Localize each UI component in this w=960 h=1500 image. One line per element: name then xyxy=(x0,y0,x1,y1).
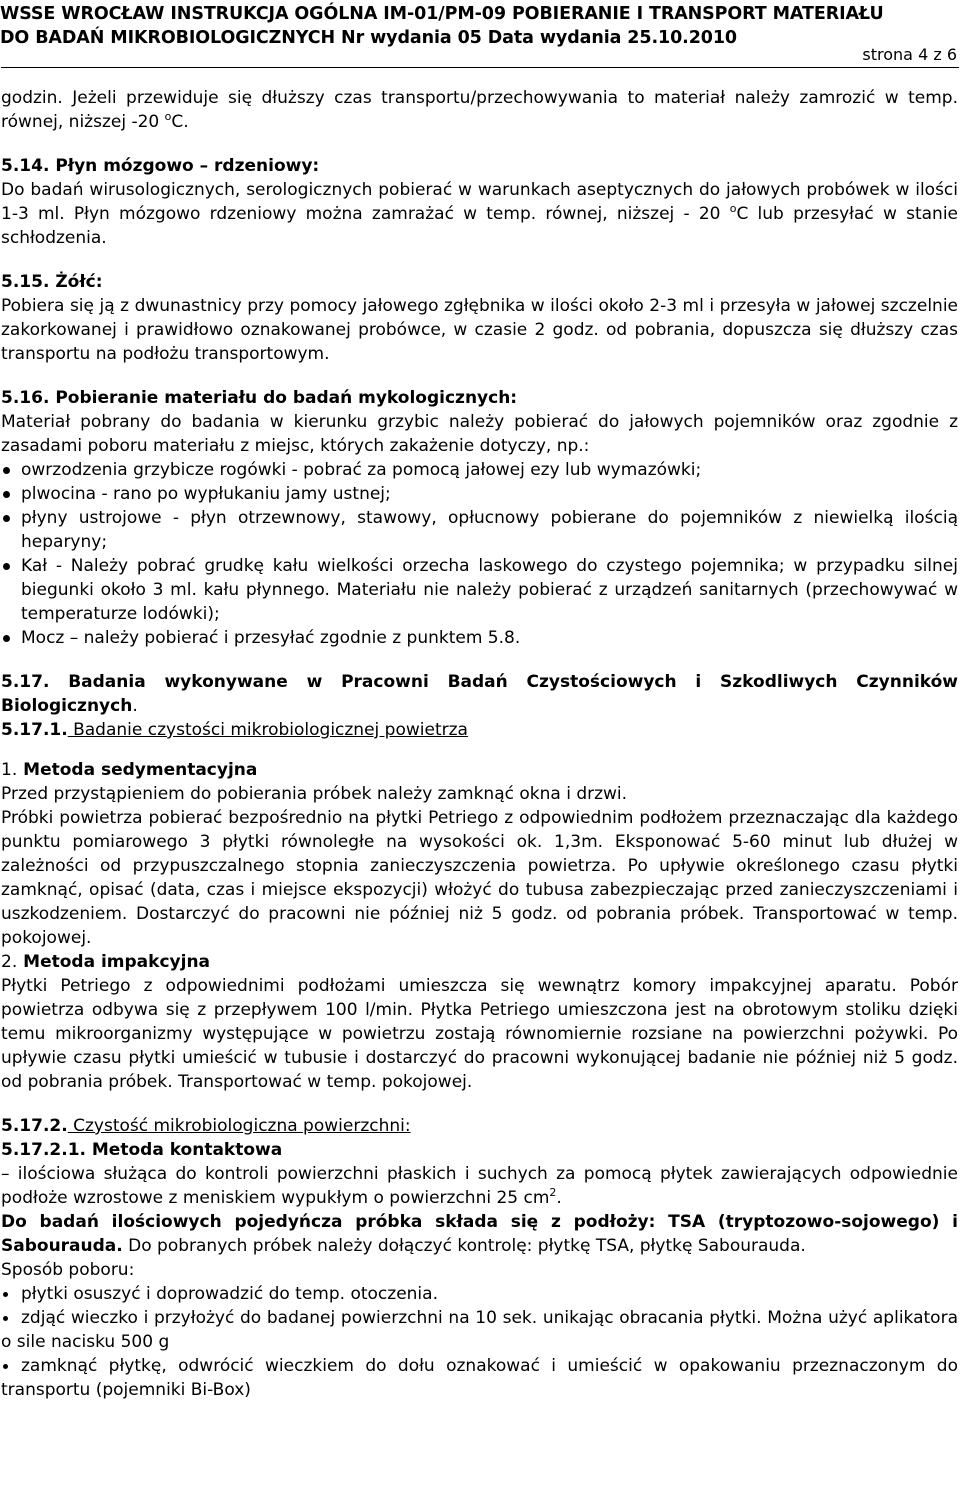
list-item: płytki osuszyć i doprowadzić do temp. otoczenia. xyxy=(1,1282,958,1306)
section-number: 5.17.1. xyxy=(1,720,68,740)
text: – ilościowa służąca do kontroli powierzchni płaskich i suchych za pomocą płytek zawierających odpowiednie podłoże wzrostowe z meniskiem wypukłym o powierzchni 25 cm xyxy=(1,1164,958,1208)
section-5-14-text xyxy=(1,178,958,250)
sampling-method-label: Sposób poboru: xyxy=(1,1260,135,1280)
spacer xyxy=(1,742,958,758)
section-5-16-intro: Materiał pobrany do badania w kierunku grzybic należy pobierać do jałowych pojemników oraz zgodnie z zasadami poboru materiału z miejsc, których zakażenie dotyczy, np.: xyxy=(1,412,958,456)
header-line-1: WSSE WROCŁAW INSTRUKCJA OGÓLNA IM-01/PM-09 POBIERANIE I TRANSPORT MATERIAŁU xyxy=(0,4,884,24)
spacer xyxy=(1,134,958,154)
list-item: zdjąć wieczko i przyłożyć do badanej powierzchni na 10 sek. unikając obracania płytki. Można użyć aplikatora o sile nacisku 500 g xyxy=(1,1308,958,1352)
text: godzin. Jeżeli przewiduje się dłuższy czas transportu/przechowywania to materiał należy zamrozić w temp. równej, niższej -20 xyxy=(1,88,958,132)
method-title: Metoda sedymentacyjna xyxy=(17,760,258,780)
contact-method-text xyxy=(1,1162,958,1210)
degree-sign: o xyxy=(729,202,737,215)
heading-text: 5.17. Badania wykonywane w Pracowni Badań Czystościowych i Szkodliwych Czynników Biologicznych xyxy=(1,672,958,716)
header-divider xyxy=(1,67,959,68)
sampling-steps-list xyxy=(1,1282,958,1402)
text: Do badań wirusologicznych, serologicznych pobierać w warunkach aseptycznych do jałowych probówek w ilości 1-3 ml. Płyn mózgowo rdzeniowy można zamrażać w temp. równej, niższej - 20 xyxy=(1,180,958,224)
text: . xyxy=(556,1188,562,1208)
section-5-15-text: Pobiera się ją z dwunastnicy przy pomocy jałowego zgłębnika w ilości około 2-3 ml i przesyła w jałowej szczelnie zakorkowanej i prawidłowo oznakowanej probówce, w czasie 2 godz. od pobrania, dopuszcza się dłuższy czas transportu na podłożu transportowym. xyxy=(1,296,958,364)
header-line-2: DO BADAŃ MIKROBIOLOGICZNYCH Nr wydania 05 Data wydania 25.10.2010 xyxy=(0,28,738,48)
spacer xyxy=(1,366,958,386)
method-1-text: Próbki powietrza pobierać bezpośrednio na płytki Petriego z odpowiednim podłożem przeznaczając dla każdego punktu pomiarowego 3 płytki równoległe na wysokości ok. 1,3m. Eksponować 5-60 minut lub dłużej w zależności od przypuszczalnego stopnia zanieczyszczenia powietrza. Po upływie określonego czasu płytki zamknąć, opisać (data, czas i miejsce ekspozycji) włożyć do tubusa zabezpieczając przed zanieczyszczeniami i uszkodzeniem. Dostarczyć do pracowni nie później niż 5 godz. od pobrania próbek. Transportować w temp. pokojowej. xyxy=(1,808,958,948)
section-5-17-2-heading xyxy=(1,1114,958,1138)
method-title: Metoda impakcyjna xyxy=(17,952,211,972)
document-header xyxy=(0,2,960,64)
text: Do pobranych próbek należy dołączyć kontrolę: płytkę TSA, płytkę Sabourauda. xyxy=(122,1236,806,1256)
mycology-sample-list xyxy=(1,458,958,650)
sample-composition-text xyxy=(1,1210,958,1258)
bold-text: Do badań ilościowych pojedyńcza próbka składa się z podłoży: TSA (tryptozowo-sojowego) i Sabourauda. xyxy=(1,1212,958,1256)
method-number: 2. xyxy=(1,952,18,972)
list-item: płyny ustrojowe - płyn otrzewnowy, stawowy, opłucnowy pobierane do pojemników z niewielką ilością heparyny; xyxy=(1,506,958,554)
method-number: 1. xyxy=(1,760,18,780)
list-item: plwocina - rano po wypłukaniu jamy ustnej; xyxy=(1,482,958,506)
list-item: owrzodzenia grzybicze rogówki - pobrać za pomocą jałowej ezy lub wymazówki; xyxy=(1,458,958,482)
text: C. xyxy=(171,112,189,132)
page-number: strona 4 z 6 xyxy=(862,45,957,64)
section-5-14-heading: 5.14. Płyn mózgowo – rdzeniowy: xyxy=(1,156,320,176)
document-body xyxy=(1,86,958,1402)
method-1-heading xyxy=(1,758,958,782)
section-number: 5.17.2. xyxy=(1,1116,68,1136)
section-5-13-continuation xyxy=(1,86,958,134)
section-5-17-heading xyxy=(1,670,958,718)
section-5-16-heading: 5.16. Pobieranie materiału do badań mykologicznych: xyxy=(1,388,518,408)
section-5-17-2-1-heading: 5.17.2.1. Metoda kontaktowa xyxy=(1,1140,283,1160)
degree-sign: o xyxy=(164,110,172,123)
section-5-15-heading: 5.15. Żółć: xyxy=(1,272,103,292)
spacer xyxy=(1,1094,958,1114)
list-item: Kał - Należy pobrać grudkę kału wielkości orzecha laskowego do czystego pojemnika; w przypadku silnej biegunki około 3 ml. kału płynnego. Materiału nie należy pobierać z urządzeń sanitarnych (przechowywać w temperaturze lodówki); xyxy=(1,554,958,626)
text: . xyxy=(132,696,138,716)
list-item: Mocz – należy pobierać i przesyłać zgodnie z punktem 5.8. xyxy=(1,626,958,650)
text: C lub przesyłać w stanie schłodzenia. xyxy=(1,204,958,248)
spacer xyxy=(1,250,958,270)
spacer xyxy=(1,650,958,670)
list-item: zamknąć płytkę, odwrócić wieczkiem do dołu oznakować i umieścić w opakowaniu przeznaczonym do transportu (pojemniki Bi-Box) xyxy=(1,1356,958,1400)
method-2-heading xyxy=(1,950,958,974)
section-title: Badanie czystości mikrobiologicznej powietrza xyxy=(67,720,468,740)
section-5-17-1-heading xyxy=(1,718,958,742)
method-2-text: Płytki Petriego z odpowiednimi podłożami umieszcza się wewnątrz komory impakcyjnej aparatu. Pobór powietrza odbywa się z przepływem 100 l/min. Płytka Petriego umieszczona jest na obrotowym stoliku dzięki temu mikroorganizmy występujące w powietrzu zostają równomiernie rozsiane na powierzchni pożywki. Po upływie czasu płytki umieścić w tubusie i dostarczyć do pracowni wykonującej badanie nie później niż 5 godz. od pobrania próbek. Transportować w temp. pokojowej. xyxy=(1,976,958,1092)
superscript: 2 xyxy=(549,1186,557,1199)
section-title: Czystość mikrobiologiczna powierzchni: xyxy=(67,1116,411,1136)
method-1-first-line: Przed przystąpieniem do pobierania próbek należy zamknąć okna i drzwi. xyxy=(1,784,628,804)
